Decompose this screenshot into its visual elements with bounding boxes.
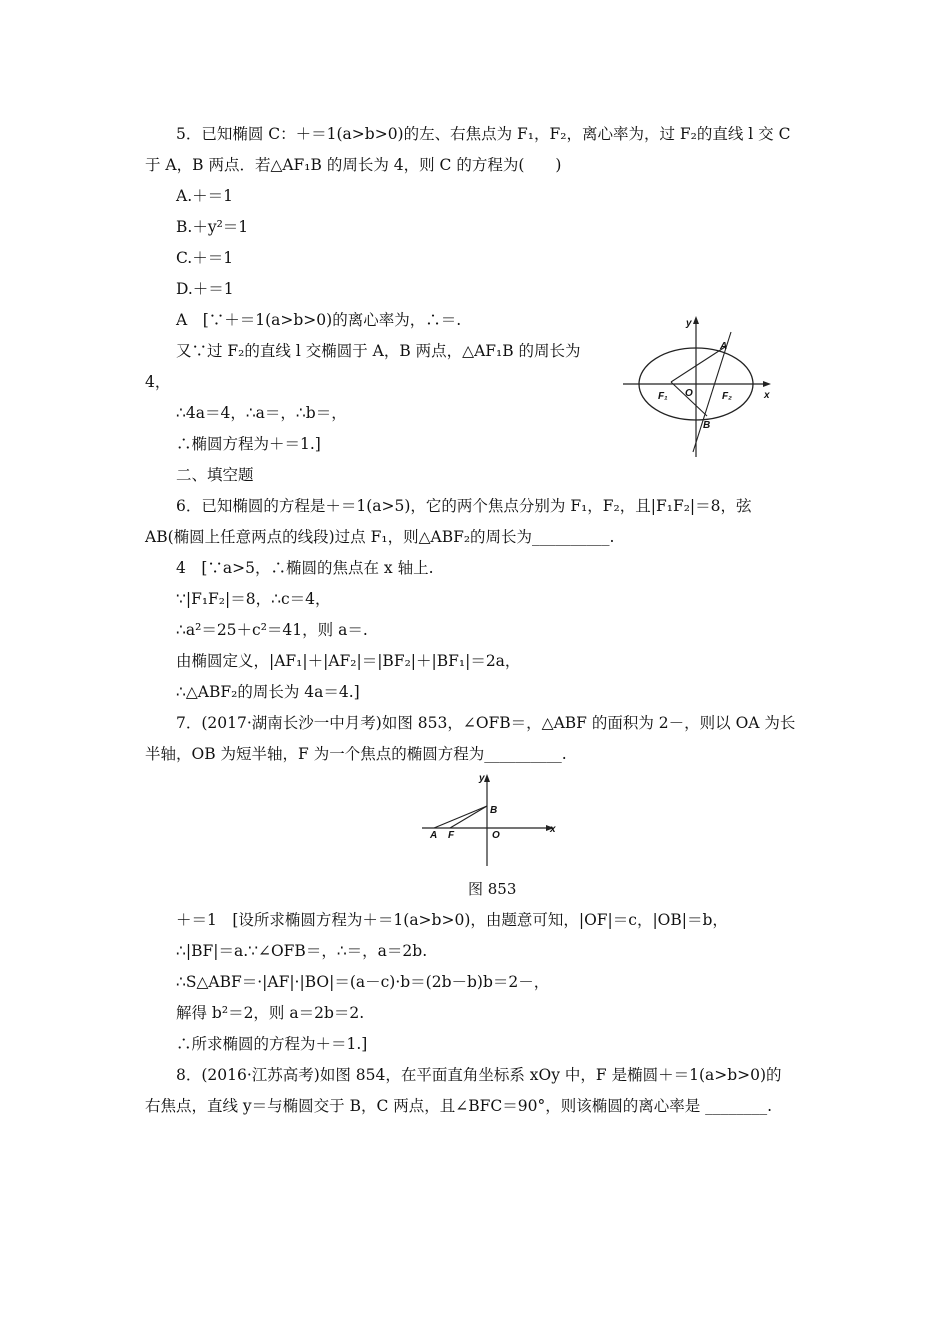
figure-caption: 图 853 [468, 880, 517, 898]
fig2-f-label: F [448, 830, 455, 841]
q7-answer-3: ∴S△ABF＝·|AF|·|BO|＝(a－c)·b＝(2b－b)b＝2－， [176, 973, 550, 991]
q6-line-2: AB(椭圆上任意两点的线段)过点 F₁，则△ABF₂的周长为__________. [145, 528, 615, 546]
q6-answer-3: ∴a²＝25＋c²＝41，则 a＝. [176, 621, 368, 639]
q8-line-1: 8．(2016·江苏高考)如图 854，在平面直角坐标系 xOy 中，F 是椭圆＋＝1(a>b>0)的 [176, 1066, 782, 1084]
q6-answer-4: 由椭圆定义，|AF₁|＋|AF₂|＝|BF₂|＋|BF₁|＝2a， [176, 652, 521, 670]
q5-answer-1: A [∵＋＝1(a>b>0)的离心率为，∴＝. [176, 311, 462, 329]
q7-line-1: 7．(2017·湖南长沙一中月考)如图 853，∠OFB＝，△ABF 的面积为 2－，则以 OA 为长 [176, 714, 796, 732]
q5-answer-4: ∴4a＝4，∴a＝，∴b＝， [176, 404, 347, 422]
q6-answer-5: ∴△ABF₂的周长为 4a＝4.] [176, 683, 360, 701]
section-heading: 二、填空题 [176, 466, 254, 484]
q6-line-1: 6．已知椭圆的方程是＋＝1(a>5)，它的两个焦点分别为 F₁，F₂，且|F₁F₂|＝8，弦 [176, 497, 752, 515]
fig1-o-label: O [685, 388, 693, 399]
q7-answer-2: ∴|BF|＝a.∵∠OFB＝，∴＝，a＝2b. [176, 942, 428, 960]
q5-line-1: 5．已知椭圆 C：＋＝1(a>b>0)的左、右焦点为 F₁，F₂，离心率为，过 F₂的直线 l 交 C [176, 125, 791, 143]
q5-answer-5: ∴椭圆方程为＋＝1.] [176, 435, 321, 453]
q5-option-a: A.＋＝1 [176, 187, 233, 205]
q6-answer-2: ∵|F₁F₂|＝8，∴c＝4， [176, 590, 331, 608]
fig1-x-label: x [764, 390, 770, 401]
q7-answer-4: 解得 b²＝2，则 a＝2b＝2. [176, 1004, 365, 1022]
q5-answer-2: 又∵过 F₂的直线 l 交椭圆于 A，B 两点，△AF₁B 的周长为 [176, 342, 581, 360]
q5-option-d: D.＋＝1 [176, 280, 234, 298]
fig2-y-label: y [479, 773, 485, 784]
fig1-f2-label: F₂ [722, 391, 732, 402]
fig1-y-label: y [686, 318, 692, 329]
q5-answer-3: 4， [145, 373, 171, 391]
figure-853-drawing [420, 770, 560, 870]
q6-answer-1: 4 [∵a>5，∴椭圆的焦点在 x 轴上. [176, 559, 434, 577]
fig1-a-label: A [720, 341, 728, 352]
fig2-a-label: A [430, 830, 438, 841]
fig1-f1-label: F₁ [658, 391, 668, 402]
fig2-x-label: x [550, 824, 556, 835]
q7-answer-5: ∴所求椭圆的方程为＋＝1.] [176, 1035, 368, 1053]
q7-answer-1: ＋＝1 [设所求椭圆方程为＋＝1(a>b>0)，由题意可知，|OF|＝c，|OB|＝b， [176, 911, 728, 929]
q5-option-c: C.＋＝1 [176, 249, 234, 267]
fig1-b-label: B [703, 420, 711, 431]
ellipse-figure-drawing [615, 312, 785, 462]
q8-line-2: 右焦点，直线 y＝与椭圆交于 B，C 两点，且∠BFC＝90°，则该椭圆的离心率是 ________. [145, 1097, 773, 1115]
fig2-o-label: O [492, 830, 500, 841]
q5-line-2: 于 A，B 两点．若△AF₁B 的周长为 4，则 C 的方程为( ) [145, 156, 562, 174]
q5-option-b: B.＋y²＝1 [176, 218, 249, 236]
q7-line-2: 半轴，OB 为短半轴，F 为一个焦点的椭圆方程为__________. [145, 745, 567, 763]
fig2-b-label: B [490, 805, 498, 816]
